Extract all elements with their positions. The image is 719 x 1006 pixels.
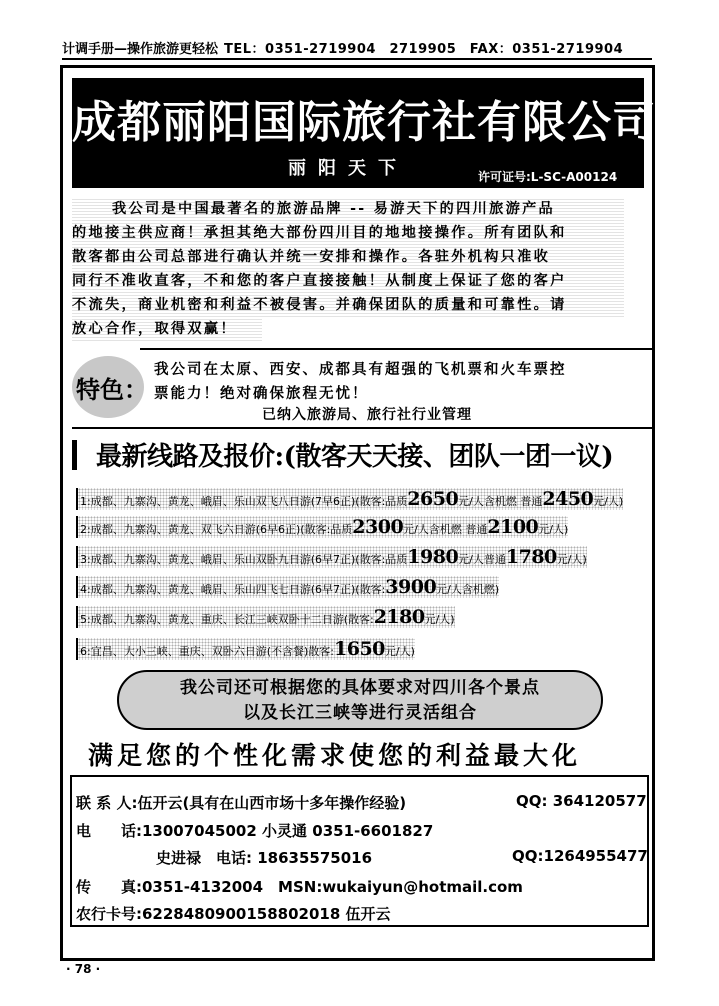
contact-bank-row [76, 903, 391, 924]
intro-line: 放心合作，取得双赢！ [72, 317, 262, 341]
route-price: 2180 [373, 606, 425, 628]
route-unit: 元/人普通 [458, 553, 506, 566]
feature-line-2: 票能力！绝对确保旅程无忧！ [154, 386, 369, 402]
route-price-standard: 2100 [487, 516, 539, 538]
feature-label: 特色： [76, 375, 148, 404]
route-text: 1:成都、九寨沟、黄龙、峨眉、乐山双飞八日游(7早6正)(散客:品质 [80, 495, 408, 508]
contact-phone-label: 电 话: [76, 822, 142, 840]
page-number: · 78 · [66, 962, 101, 976]
qq-secondary: QQ:1264955477 [512, 847, 648, 865]
contact-bank-value: 6228480900158802018 伍开云 [142, 905, 391, 923]
route-text: 5:成都、九寨沟、黄龙、重庆、长江三峡双卧十二日游(散客: [80, 613, 374, 626]
contact-person-label: 联 系 人: [76, 794, 138, 812]
contact-second-person: 史进禄 电话: 18635575016 [156, 849, 373, 867]
route-text: 4:成都、九寨沟、黄龙、峨眉、乐山四飞七日游(6早7正)(散客: [80, 583, 386, 596]
contact-person-row [76, 792, 406, 813]
route-item [76, 516, 568, 538]
route-item [76, 576, 499, 598]
license-number: 许可证号:L-SC-A00124 [478, 170, 618, 184]
contact-bank-label: 农行卡号: [76, 905, 142, 923]
route-item [76, 546, 587, 568]
contact-phone-row [76, 820, 433, 841]
routes-title: 最新线路及报价:(散客天天接、团队一团一议) [96, 442, 614, 472]
route-price-quality: 1980 [407, 546, 459, 568]
satisfaction-slogan: 满足您的个性化需求使您的利益最大化 [88, 741, 582, 770]
contact-phone-value: 13007045002 小灵通 0351-6601827 [142, 822, 434, 840]
route-price: 3900 [385, 576, 437, 598]
contact-person-value: 伍开云(具有在山西市场十多年操作经验) [137, 794, 407, 812]
intro-line: 同行不准收直客，不和您的客户直接接触！从制度上保证了您的客户 [72, 269, 624, 293]
route-end: 元/人) [593, 495, 624, 508]
combination-capsule [117, 670, 603, 730]
header-slogan: 计调手册—操作旅游更轻松 [62, 42, 219, 57]
qq-primary: QQ: 364120577 [516, 792, 647, 810]
route-item [76, 638, 415, 660]
feature-top-rule [140, 348, 652, 350]
route-text: 6:宜昌、大小三峡、重庆、双卧六日游(不含餐)散客: [80, 645, 334, 658]
route-unit: 元/人含机燃 普通 [458, 495, 543, 508]
route-price-quality: 2650 [407, 488, 459, 510]
feature-note: 已纳入旅游局、旅行社行业管理 [262, 407, 472, 423]
route-end: 元/人) [538, 523, 569, 536]
contact-fax-row [76, 876, 523, 897]
route-item [76, 606, 455, 628]
route-price: 1650 [334, 638, 385, 660]
route-price-standard: 2450 [542, 488, 594, 510]
intro-line: 不流失，商业机密和利益不被侵害。并确保团队的质量和可靠性。请 [72, 293, 624, 317]
routes-title-bar [72, 440, 77, 470]
intro-paragraph [72, 197, 624, 341]
banner-slogan: 丽阳天下 [288, 158, 408, 179]
contact-fax-value: 0351-4132004 MSN:wukaiyun@hotmail.com [142, 878, 523, 896]
route-unit: 元/人) [424, 613, 455, 626]
company-title: 成都丽阳国际旅行社有限公司 [72, 97, 657, 148]
route-text: 3:成都、九寨沟、黄龙、峨眉、乐山双卧九日游(6早7正)(散客:品质 [80, 553, 408, 566]
intro-line: 散客都由公司总部进行确认并统一安排和操作。各驻外机构只准收 [72, 245, 624, 269]
intro-line: 我公司是中国最著名的旅游品牌 -- 易游天下的四川旅游产品 [72, 197, 624, 221]
feature-line-1: 我公司在太原、西安、成都具有超强的飞机票和火车票控 [154, 362, 567, 378]
route-end: 元/人) [556, 553, 587, 566]
intro-line: 的地接主供应商！承担其绝大部份四川目的地地接操作。所有团队和 [72, 221, 624, 245]
header-contact: TEL：0351-2719904 2719905 FAX：0351-2719904 [224, 42, 624, 57]
feature-bottom-rule [72, 427, 652, 429]
contact-fax-label: 传 真: [76, 878, 142, 896]
route-item [76, 488, 623, 510]
route-unit: 元/人含机燃) [436, 583, 500, 596]
page-header [62, 35, 652, 60]
route-price-quality: 2300 [352, 516, 404, 538]
combination-line-2: 以及长江三峡等进行灵活组合 [243, 703, 477, 723]
route-unit: 元/人含机燃 普通 [403, 523, 488, 536]
route-text: 2:成都、九寨沟、黄龙、双飞六日游(6早6正)(散客:品质 [80, 523, 353, 536]
route-unit: 元/人) [384, 645, 415, 658]
route-price-standard: 1780 [505, 546, 557, 568]
combination-line-1: 我公司还可根据您的具体要求对四川各个景点 [180, 678, 540, 698]
